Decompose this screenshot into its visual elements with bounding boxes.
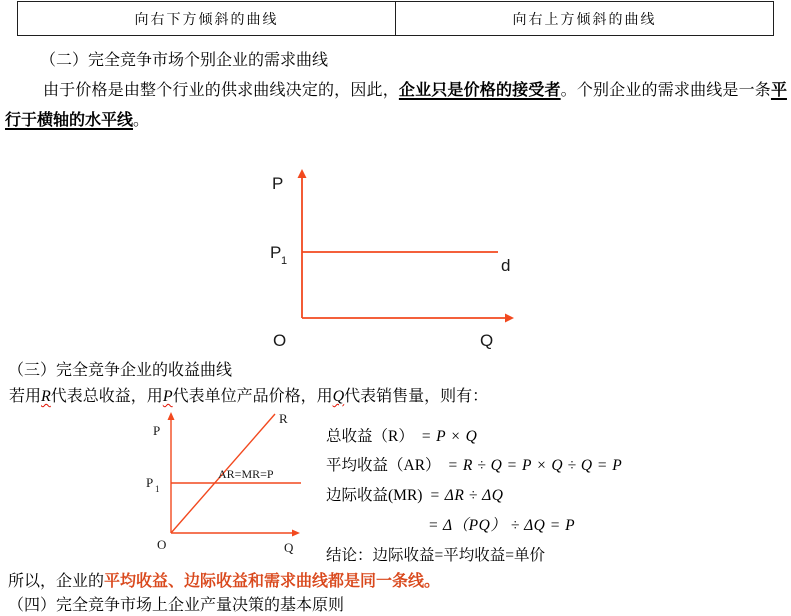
d2-y-axis-label: P	[153, 423, 161, 438]
d2-x-axis-label: Q	[284, 540, 294, 555]
equation-label: 结论：边际收益=平均收益=单价	[326, 547, 545, 564]
comparison-table	[17, 1, 774, 36]
paragraph-text: 由于价格是由整个行业的供求曲线决定的，因此，	[43, 82, 399, 99]
demand-curve-diagram	[255, 165, 535, 355]
equation-expression: = ΔR ÷ ΔQ	[429, 487, 504, 504]
intro-text: 若用	[9, 388, 42, 405]
d2-origin-label: O	[157, 537, 167, 552]
equation-label: 总收益（R）	[326, 428, 414, 445]
equation-expression: = R ÷ Q = P × Q ÷ Q = P	[447, 457, 623, 474]
section3-intro	[9, 383, 488, 406]
equation-average-revenue	[326, 453, 622, 475]
intro-text: 代表销售量，则有：	[344, 388, 489, 405]
equation-marginal-revenue	[326, 483, 503, 505]
table-cell-left: 向右下方倾斜的曲线	[134, 12, 279, 28]
equation-expression: = P × Q	[420, 428, 478, 445]
equation-label: 边际收益(MR)	[326, 487, 423, 504]
section2-paragraph	[5, 76, 787, 136]
conclusion-highlight: 平均收益、边际收益和需求曲线都是同一条线。	[104, 573, 441, 590]
emphasis-horizontal-line: 平行于横轴的水平线	[5, 82, 787, 129]
d1-origin-label: O	[273, 331, 287, 350]
d1-y-axis-arrow-icon	[298, 169, 307, 178]
variable-Q: Q	[332, 388, 345, 405]
equation-conclusion	[326, 543, 545, 565]
paragraph-text: 。	[133, 112, 150, 129]
table-cell-right: 向右上方倾斜的曲线	[395, 2, 773, 35]
variable-P: P	[162, 388, 173, 405]
d2-price-subscript: 1	[155, 484, 160, 494]
d2-line-label: AR=MR=P	[218, 467, 274, 481]
d1-y-axis-label: P	[272, 174, 284, 193]
equation-expression: = Δ（PQ） ÷ ΔQ = P	[428, 517, 576, 534]
d2-price-label: P	[146, 475, 154, 490]
d1-x-axis-arrow-icon	[505, 314, 514, 323]
d1-price-subscript: 1	[281, 255, 288, 267]
equation-label: 平均收益（AR）	[326, 457, 441, 474]
d1-demand-label: d	[501, 256, 511, 275]
emphasis-price-taker: 企业只是价格的接受者	[398, 82, 561, 99]
section2-heading: （二）完全竞争市场个别企业的需求曲线	[40, 52, 329, 69]
section4-heading: （四）完全竞争市场上企业产量决策的基本原则	[8, 597, 345, 614]
equation-marginal-revenue-cont	[428, 513, 575, 535]
intro-text: 代表单位产品价格，用	[172, 388, 333, 405]
d1-x-axis-label: Q	[480, 331, 494, 350]
variable-R: R	[41, 388, 51, 405]
intro-text: 代表总收益，用	[50, 388, 163, 405]
d2-y-axis-arrow-icon	[168, 412, 175, 420]
revenue-curve-diagram	[140, 408, 318, 570]
paragraph-text: 。个别企业的需求曲线是一条	[560, 82, 771, 99]
conclusion-line	[8, 568, 440, 591]
d2-revenue-label: R	[279, 411, 288, 426]
d2-x-axis-arrow-icon	[292, 530, 300, 537]
d1-price-label: P	[270, 243, 282, 262]
conclusion-prefix: 所以，企业的	[8, 573, 105, 590]
section3-heading: （三）完全竞争企业的收益曲线	[8, 362, 233, 379]
equation-total-revenue	[326, 424, 477, 446]
